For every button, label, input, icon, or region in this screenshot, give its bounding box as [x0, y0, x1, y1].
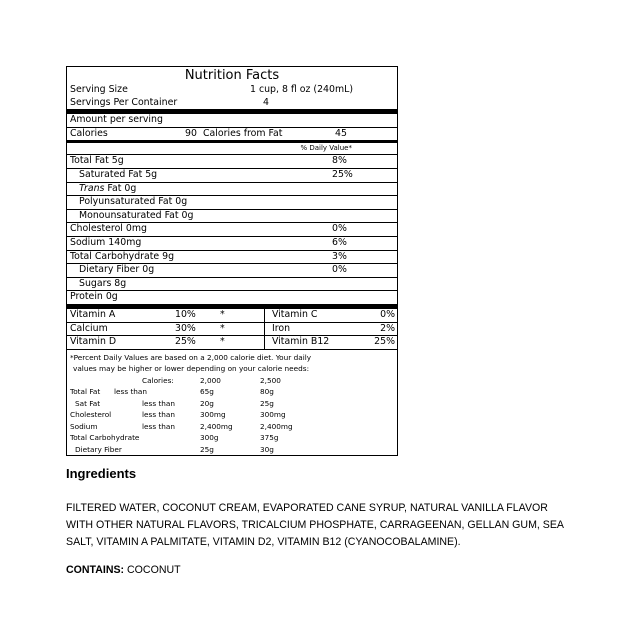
- nutrient-name: Saturated Fat 5g: [79, 168, 158, 180]
- nutrition-facts-label: [66, 66, 398, 456]
- nutrient-row: [67, 250, 397, 264]
- footnote-cell: Dietary Fiber: [75, 444, 122, 454]
- footnote-cell: Sat Fat: [75, 398, 101, 408]
- servings-row: [67, 97, 397, 110]
- vitamin-dv: 0%: [380, 308, 395, 320]
- footnote-cell: Total Fat: [70, 387, 101, 397]
- footnote-cell: 2,400mg: [200, 421, 233, 431]
- nutrient-name: Fat 0g: [104, 182, 137, 194]
- contains-value: COCONUT: [127, 564, 181, 576]
- footnote-table-row: [70, 444, 394, 456]
- footnote-table-row: [70, 409, 394, 421]
- footnote: [67, 349, 397, 456]
- vitamin-name: Vitamin B12: [272, 336, 330, 348]
- footnote-cell: 80g: [260, 387, 274, 397]
- footnote-table-row: [70, 421, 394, 433]
- daily-value-header: % Daily Value*: [67, 140, 397, 154]
- vitamin-row: [67, 322, 397, 336]
- vitamin-star: *: [220, 336, 225, 348]
- servings-label: Servings Per Container: [70, 96, 178, 108]
- nutrient-name: Sugars 8g: [79, 277, 127, 289]
- footnote-cell: Total Carbohydrate: [70, 433, 140, 443]
- amount-per-serving-row: [67, 109, 397, 127]
- vitamin-star: *: [220, 308, 225, 320]
- contains-line: [66, 564, 181, 576]
- nutrient-dv: 25%: [332, 168, 353, 180]
- calories-fat-value: 45: [335, 127, 347, 139]
- vitamin-row: [67, 304, 397, 322]
- footnote-cell: 2,500: [260, 375, 281, 385]
- column-divider: [264, 309, 265, 322]
- servings-value: 4: [263, 96, 269, 108]
- footnote-cell: 2,400mg: [260, 421, 293, 431]
- footnote-cell: Cholesterol: [70, 410, 112, 420]
- vitamin-name: Calcium: [70, 322, 108, 334]
- nutrient-row: [67, 195, 397, 209]
- footnote-cell: 65g: [200, 387, 214, 397]
- nutrient-dv: 0%: [332, 223, 347, 235]
- nutrient-row: [67, 222, 397, 236]
- calories-row: [67, 127, 397, 141]
- vitamin-name: Iron: [272, 322, 291, 334]
- footnote-cell: Sodium: [70, 421, 98, 431]
- nutrient-row: [67, 263, 397, 277]
- contains-label: CONTAINS:: [66, 564, 125, 576]
- nutrient-name: Total Fat 5g: [70, 155, 124, 167]
- calories-fat-label: Calories from Fat: [203, 127, 283, 139]
- footnote-table-row: [70, 375, 394, 387]
- nutrient-name: Total Carbohydrate 9g: [70, 250, 175, 262]
- serving-size-value: 1 cup, 8 fl oz (240mL): [250, 84, 353, 95]
- nutrient-row: [67, 290, 397, 304]
- amount-per-serving: Amount per serving: [70, 114, 163, 126]
- calories-value: 90: [185, 127, 197, 139]
- footnote-cell: 20g: [200, 398, 214, 408]
- vitamin-name: Vitamin D: [70, 336, 117, 348]
- vitamin-dv: 2%: [380, 322, 395, 334]
- footnote-line: values may be higher or lower depending on your calorie needs:: [73, 364, 310, 374]
- nutrient-dv: 6%: [332, 236, 347, 248]
- nutrient-name: Monounsaturated Fat 0g: [79, 209, 194, 221]
- nutrient-row: [67, 277, 397, 291]
- footnote-cell: 300mg: [260, 410, 286, 420]
- label-title: Nutrition Facts: [184, 68, 280, 83]
- nutrient-name-italic: Trans: [79, 182, 105, 194]
- footnote-cell: less than: [142, 398, 176, 408]
- footnote-table-row: [70, 386, 394, 398]
- footnote-cell: 30g: [260, 444, 274, 454]
- calories-label: Calories: [70, 127, 108, 139]
- footnote-cell: 300g: [200, 433, 219, 443]
- nutrient-row: [67, 182, 397, 196]
- footnote-line: *Percent Daily Values are based on a 2,000 calorie diet. Your daily: [70, 352, 312, 362]
- vitamin-dv: 25%: [374, 336, 395, 348]
- ingredients-text: FILTERED WATER, COCONUT CREAM, EVAPORATED CANE SYRUP, NATURAL VANILLA FLAVOR WITH OTHER NATURAL FLAVORS, TRICALCIUM PHOSPHATE, CARRAGEENAN, GELLAN GUM, SEA SALT, VITAMIN A PALMITATE, VITAMIN D2, VITAMIN B12 (CYANOCOBALAMINE).: [66, 502, 564, 548]
- nutrient-row: [67, 168, 397, 182]
- nutrient-name: Polyunsaturated Fat 0g: [79, 196, 188, 208]
- vitamin-name: Vitamin C: [272, 308, 318, 320]
- nutrient-name: Cholesterol 0mg: [70, 223, 147, 235]
- column-divider: [264, 336, 265, 349]
- footnote-cell: 2,000: [200, 375, 221, 385]
- column-divider: [264, 323, 265, 336]
- footnote-cell: 25g: [200, 444, 214, 454]
- nutrient-row: [67, 154, 397, 168]
- nutrient-row: [67, 209, 397, 223]
- nutrient-dv: 3%: [332, 250, 347, 262]
- footnote-table-row: [70, 432, 394, 444]
- footnote-cell: less than: [114, 387, 148, 397]
- footnote-cell: Calories:: [142, 375, 174, 385]
- footnote-table-row: [70, 398, 394, 410]
- nutrient-name: Protein 0g: [70, 291, 118, 303]
- vitamin-dv: 25%: [175, 336, 196, 348]
- footnote-cell: 25g: [260, 398, 274, 408]
- vitamin-name: Vitamin A: [70, 308, 116, 320]
- footnote-cell: 375g: [260, 433, 279, 443]
- vitamin-dv: 30%: [175, 322, 196, 334]
- nutrient-row: [67, 236, 397, 250]
- nutrient-name: Dietary Fiber 0g: [79, 264, 155, 276]
- footnote-cell: less than: [142, 421, 176, 431]
- ingredients-heading: Ingredients: [66, 466, 137, 481]
- footnote-cell: less than: [142, 410, 176, 420]
- vitamin-star: *: [220, 322, 225, 334]
- serving-size-label: Serving Size: [70, 84, 128, 95]
- vitamin-row: [67, 335, 397, 349]
- vitamin-dv: 10%: [175, 308, 196, 320]
- serving-size-row: [67, 84, 397, 97]
- nutrient-dv: 8%: [332, 155, 347, 167]
- footnote-cell: 300mg: [200, 410, 226, 420]
- nutrient-dv: 0%: [332, 264, 347, 276]
- nutrient-name: Sodium 140mg: [70, 236, 142, 248]
